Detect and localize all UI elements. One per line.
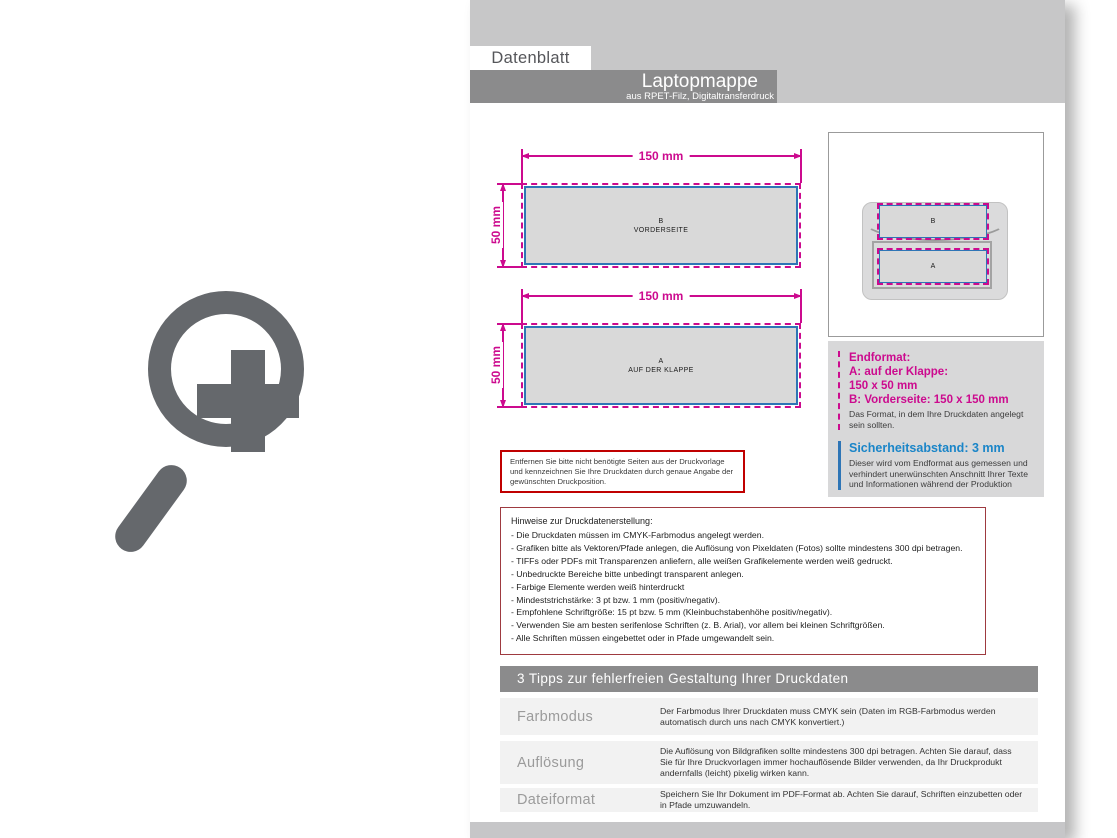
plus-icon	[231, 350, 265, 452]
print-area-name: AUF DER KLAPPE	[628, 366, 694, 374]
magnifier-handle	[109, 459, 193, 558]
drawing-vorderseite	[491, 143, 811, 273]
width-dimension-label: 150 mm	[633, 289, 690, 303]
hints-title: Hinweise zur Druckdatenerstellung:	[511, 516, 653, 526]
endformat-block	[838, 351, 1036, 430]
hint-item: - Verwenden Sie am besten serifenlose Schriften (z. B. Arial), vor allem bei kleinen Schriftgrößen.	[511, 620, 885, 631]
preview-print-area-a	[879, 250, 987, 283]
format-panel	[828, 341, 1044, 497]
tip-label: Dateiformat	[517, 792, 596, 808]
arrow-left-icon	[521, 293, 529, 299]
hint-item: - TIFFs oder PDFs mit Transparenzen anliefern, alle weißen Grafikelemente werden weiß gedruckt.	[511, 555, 893, 566]
footer-band	[470, 822, 1065, 838]
arrow-right-icon	[794, 153, 802, 159]
tip-label: Auflösung	[517, 754, 585, 771]
drawing-klappe	[491, 283, 811, 413]
print-area-name: VORDERSEITE	[633, 226, 689, 234]
preview-label-b: B	[930, 218, 936, 225]
page-title: Laptopmappe	[641, 71, 758, 92]
endformat-note: Das Format, in dem Ihre Druckdaten angelegt sein sollten.	[849, 409, 1024, 430]
safety-margin-note: Dieser wird vom Endformat aus gemessen und verhindert unerwünschten Anschnitt Ihrer Texte und Informationen während der Produktion	[849, 458, 1028, 489]
print-area-letter: B	[658, 217, 664, 225]
hint-item: - Mindeststrichstärke: 3 pt bzw. 1 mm (positiv/negativ).	[511, 594, 721, 605]
preview-print-area-b	[879, 205, 987, 238]
hints-box	[500, 507, 986, 655]
endformat-line-b: B: Vorderseite: 150 x 150 mm	[849, 394, 1009, 406]
datasheet-page	[470, 0, 1065, 838]
hint-item: - Unbedruckte Bereiche bitte unbedingt transparent anlegen.	[511, 568, 744, 579]
page-subtitle: aus RPET-Filz, Digitaltransferdruck	[626, 91, 774, 102]
print-area-vorderseite	[524, 186, 798, 265]
arrow-up-icon	[500, 183, 506, 191]
safety-margin-title: Sicherheitsabstand: 3 mm	[849, 441, 1005, 455]
tip-text: Speichern Sie Ihr Dokument im PDF-Format ab. Achten Sie darauf, Schriften einzubetten oder in Pfade umzuwandeln.	[660, 789, 1023, 810]
preview-label-a: A	[930, 263, 936, 270]
height-dimension-label: 50 mm	[489, 202, 503, 248]
print-area-klappe	[524, 326, 798, 405]
hint-item: - Grafiken bitte als Vektoren/Pfade anlegen, die Auflösung von Pixeldaten (Fotos) sollte mindestens 300 dpi betragen.	[511, 542, 963, 553]
product-header	[470, 70, 777, 103]
tip-row-aufloesung	[500, 741, 1038, 784]
hint-item: - Alle Schriften müssen eingebettet oder in Pfade umgewandelt sein.	[511, 633, 775, 644]
arrow-down-icon	[500, 260, 506, 268]
tip-label: Farbmodus	[517, 708, 594, 725]
print-area-letter: A	[658, 357, 664, 365]
hint-item: - Die Druckdaten müssen im CMYK-Farbmodus angelegt werden.	[511, 530, 765, 540]
tips-header: 3 Tipps zur fehlerfreien Gestaltung Ihrer Druckdaten	[500, 666, 1038, 692]
tip-row-farbmodus	[500, 698, 1038, 735]
arrow-left-icon	[521, 153, 529, 159]
width-dimension-label: 150 mm	[633, 149, 690, 163]
arrow-down-icon	[500, 400, 506, 408]
datasheet-tab: Datenblatt	[470, 46, 591, 70]
endformat-size-a: 150 x 50 mm	[849, 380, 918, 392]
magnifier-ring	[148, 291, 304, 447]
arrow-up-icon	[500, 323, 506, 331]
height-dimension-label: 50 mm	[489, 342, 503, 388]
tip-text: Die Auflösung von Bildgrafiken sollte mindestens 300 dpi betragen. Achten Sie darauf, dass Sie für Ihre Druckvorlagen immer hochauflösende Bilder verwenden, da Ihr Druckprodukt andernfalls (leicht) pixelig wirken kann.	[660, 746, 1012, 778]
safety-margin-block	[838, 441, 1036, 490]
hint-item: - Farbige Elemente werden weiß hinterdruckt	[511, 581, 685, 592]
removal-note-box: Entfernen Sie bitte nicht benötigte Seiten aus der Druckvorlage und kennzeichnen Sie Ihre Druckdaten durch genaue Angabe der gewünschten Druckposition.	[500, 450, 745, 493]
endformat-line-a: A: auf der Klappe:	[849, 366, 949, 378]
hint-item: - Empfohlene Schriftgröße: 15 pt bzw. 5 mm (Kleinbuchstabenhöhe positiv/negativ).	[511, 607, 833, 618]
endformat-title: Endformat:	[849, 352, 911, 364]
tip-text: Der Farbmodus Ihrer Druckdaten muss CMYK sein (Daten im RGB-Farbmodus werden automatisch durch uns nach CMYK konvertiert.)	[660, 705, 996, 727]
tip-row-dateiformat	[500, 788, 1038, 812]
product-preview	[828, 132, 1044, 337]
arrow-right-icon	[794, 293, 802, 299]
